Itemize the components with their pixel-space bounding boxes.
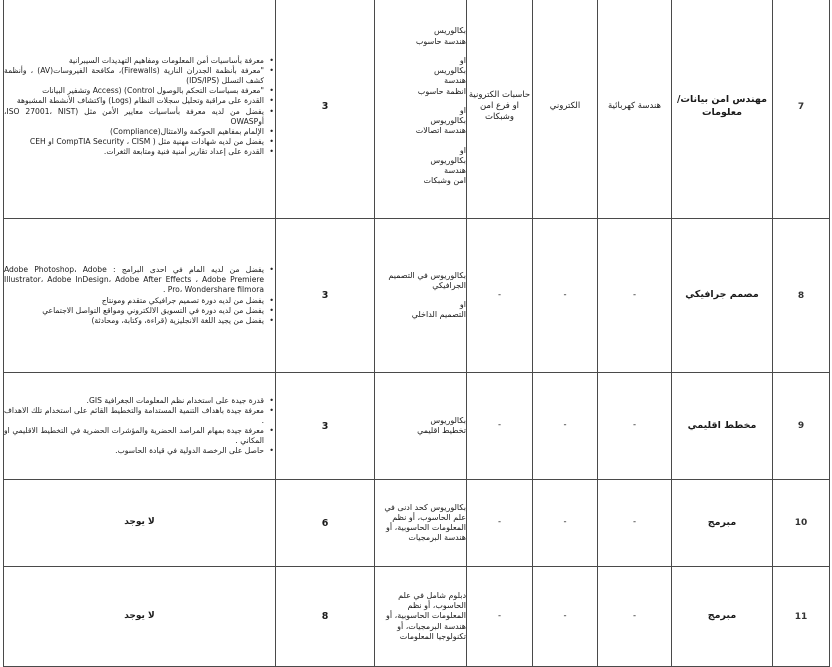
table-row (4, 0, 830, 219)
job-title: مهندس امن بيانات/ معلومات (672, 0, 773, 219)
experience-years: 6 (276, 480, 375, 567)
qualification-line: او (459, 55, 466, 65)
skills-cell (4, 219, 276, 373)
table-body (4, 0, 830, 667)
row-number: 9 (773, 373, 830, 480)
specialization-cell: هندسة كهربائية (598, 0, 672, 219)
specialization-cell: - (467, 567, 533, 667)
skill-item: • القدرة على مراقبة وتحليل سجلات النظام (Logs) واكتشاف الأنشطة المشبوهة (4, 96, 264, 106)
qualification-line (375, 137, 466, 146)
specialization-cell: - (598, 219, 672, 373)
qualification-line: او (459, 145, 466, 155)
experience-years: 3 (276, 0, 375, 219)
skill-item: • يفضل من يجيد اللغة الانجليزية (قراءة، وكتابة، ومحادثة) (4, 316, 264, 326)
qualification-line: امن وشبكات (423, 176, 466, 186)
skill-item: • "معرفة بسياسات التحكم بالوصول Access) (Control وتشفير البيانات (4, 86, 264, 96)
skills-cell: لا يوجد (4, 480, 276, 567)
qualification-line: دبلوم شامل في علم الحاسوب، أو نظم المعلومات الحاسوبية، أو هندسة البرمجيات، أو تكنولوجيا المعلومات (386, 590, 466, 641)
qualification-line: او (459, 300, 466, 309)
table-row (4, 219, 830, 373)
qualification-line: تخطيط اقليمي (417, 426, 466, 435)
specialization-cell: - (598, 373, 672, 480)
qualification-line: بكالوريوس في التصميم الجرافيكي (388, 270, 466, 290)
specialization-cell: - (533, 373, 598, 480)
row-number: 8 (773, 219, 830, 373)
qualification-cell (375, 0, 467, 219)
qualification-line: هندسة حاسوب (415, 36, 466, 46)
skill-item: • معرفة بأساسيات أمن المعلومات ومفاهيم التهديدات السيبرانية (4, 56, 264, 66)
qualification-line: انظمة حاسوب (417, 86, 466, 96)
qualification-cell (375, 567, 467, 667)
specialization-cell: - (598, 480, 672, 567)
qualification-line (375, 47, 466, 56)
skill-item: • القدرة على إعداد تقارير أمنية فنية ومتابعة الثغرات. (4, 147, 264, 157)
specialization-cell: - (467, 219, 533, 373)
skill-item: • معرفة جيدة بمهام المراصد الحضرية والمؤشرات الحضرية في التخطيط الاقليمي او المكاني . (4, 426, 264, 446)
specialization-cell: - (533, 219, 598, 373)
row-number: 7 (773, 0, 830, 219)
skill-item: • حاصل على الرخصة الدولية في قيادة الحاسوب. (4, 446, 264, 456)
qualification-line: بكالوريوس (430, 116, 466, 126)
qualification-cell (375, 480, 467, 567)
qualification-line: هندسة (444, 166, 466, 176)
skill-item: • يفضل من لديه شهادات مهنية مثل ( CompTIA Security ، CISM او CEH (4, 137, 264, 147)
table-row (4, 567, 830, 667)
qualification-line: بكالوريس (434, 26, 466, 36)
skills-list (4, 396, 275, 456)
qualification-line: بكالوريس (434, 66, 466, 76)
skill-item: • يفضل من لديه دورة في التسويق الالكتروني ومواقع التواصل الاجتماعي (4, 306, 264, 316)
skill-item: • معرفة جيدة باهداف التنمية المستدامة والتخطيط القائم على استخدام تلك الاهداف . (4, 406, 264, 426)
skill-item: • الإلمام بمفاهيم الحوكمة والامتثال(Compliance) (4, 127, 264, 137)
specialization-cell: - (467, 373, 533, 480)
skills-cell: لا يوجد (4, 567, 276, 667)
qualification-line (375, 291, 466, 300)
row-number: 10 (773, 480, 830, 567)
qualification-line: التصميم الداخلي (411, 310, 466, 320)
skill-item: • قدرة جيدة على استخدام نظم المعلومات الجغرافية GIS. (4, 396, 264, 406)
experience-years: 3 (276, 373, 375, 480)
qualification-line: بكالوريوس (430, 155, 466, 165)
skills-cell (4, 373, 276, 480)
job-title: مصمم جرافيكي (672, 219, 773, 373)
qualification-cell (375, 373, 467, 480)
row-number: 11 (773, 567, 830, 667)
qualification-line: بكالوريوس كحد ادنى في علم الحاسوب، أو نظم المعلومات الحاسوبية، أو هندسة البرمجيات (384, 502, 466, 543)
job-title: مبرمج (672, 480, 773, 567)
job-title: مخطط اقليمي (672, 373, 773, 480)
qualification-cell (375, 219, 467, 373)
qualification-line (375, 97, 466, 106)
table-row (4, 373, 830, 480)
specialization-cell: حاسبات الكترونية او فرع امن وشبكات (467, 0, 533, 219)
skill-item: • يفضل من لديه دورة تصميم جرافيكي متقدم ومونتاج (4, 296, 264, 306)
skill-item: • يفضل من لديه معرفة بأساسيات معايير الأمن مثل (ISO 27001، NIST، أوOWASP (4, 107, 264, 127)
specialization-cell: الكتروني (533, 0, 598, 219)
qualification-line: هندسة (444, 76, 466, 86)
table-row (4, 480, 830, 567)
qualification-line: هندسة اتصالات (415, 126, 466, 136)
experience-years: 3 (276, 219, 375, 373)
qualification-line: او (459, 105, 466, 115)
experience-years: 8 (276, 567, 375, 667)
skill-item: • يفضل من لديه المام في احدى البرامج : Adobe Photoshop، Adobe Illustrator، Adobe InDesign، Adobe After Effects ، Adobe Premiere Pro، Wondershare filmora . (4, 265, 264, 295)
job-requirements-table (3, 0, 830, 667)
skills-cell (4, 0, 276, 219)
skills-list (4, 56, 275, 156)
specialization-cell: - (533, 567, 598, 667)
qualification-line: بكالوريوس (430, 415, 466, 425)
skills-list (4, 265, 275, 325)
specialization-cell: - (533, 480, 598, 567)
specialization-cell: - (467, 480, 533, 567)
specialization-cell: - (598, 567, 672, 667)
job-title: مبرمج (672, 567, 773, 667)
skill-item: • "معرفة بأنظمة الجدران النارية (Firewalls)، مكافحة الفيروسات(AV) ، وأنظمة كشف التسلل (IDS/IPS) (4, 66, 264, 86)
